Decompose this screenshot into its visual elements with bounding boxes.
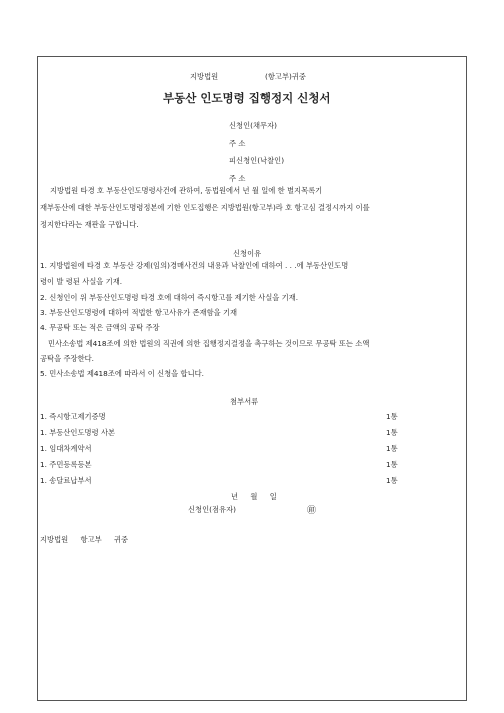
- attachment-item-qty: 1통: [386, 444, 398, 453]
- attachment-item-label: 1. 송달료납부서: [40, 476, 92, 485]
- body-line-3: 정지한다라는 재판을 구합니다.: [40, 220, 139, 229]
- attachment-item-qty: 1통: [386, 428, 398, 437]
- attachment-item-qty: 1통: [386, 412, 398, 421]
- date-line: 년 월 일: [231, 492, 277, 501]
- attachment-item-qty: 1통: [386, 476, 398, 485]
- applicant-label: 신청인(채무자): [229, 121, 277, 130]
- reason-4a: 민사소송법 제418조에 의한 법원의 직권에 의한 집행정지결정을 촉구하는 것이므로 무공탁 또는 소액: [48, 339, 370, 348]
- header-court: 지방법원: [190, 72, 219, 81]
- reasons-heading: 신청이유: [233, 249, 262, 258]
- respondent-label: 피신청인(낙찰인): [229, 156, 285, 165]
- attachment-item-label: 1. 주민등록등본: [40, 460, 92, 469]
- reason-4: 4. 무공탁 또는 적은 금액의 공탁 주장: [40, 323, 160, 332]
- respondent-address-label: 주 소: [229, 174, 246, 183]
- reason-3: 3. 부동산인도명령에 대하여 적법한 항고사유가 존재함을 기재: [40, 308, 238, 317]
- attachments-heading: 첨부서류: [230, 397, 259, 406]
- reason-1b: 령이 발 령된 사실을 기재.: [40, 277, 123, 286]
- document-title: 부동산 인도명령 집행정지 신청서: [163, 91, 331, 105]
- reason-4b: 공탁을 주장한다.: [40, 354, 94, 363]
- applicant-address-label: 주 소: [229, 139, 246, 148]
- attachment-item-qty: 1통: [386, 460, 398, 469]
- body-line-1: 지방법원 타경 호 부동산인도명령사건에 관하여, 동법원에서 년 월 일에 한 별지목록기: [50, 186, 323, 195]
- attachment-item-label: 1. 즉시항고제기증명: [40, 412, 106, 421]
- body-line-2: 재부동산에 대한 부동산인도명령정본에 기한 인도집행은 지방법원(항고부)라 호 항고심 결정시까지 이를: [40, 203, 370, 212]
- footer-court-note: 지방법원 항고부 귀중: [40, 535, 129, 544]
- reason-2: 2. 신청인이 위 부동산인도명령 타경 호에 대하여 즉시항고를 제기한 사실을 기재.: [40, 293, 299, 302]
- seal-mark: ㊞: [307, 506, 317, 516]
- signature-label: 신청인(점유자): [188, 505, 236, 514]
- attachment-item-label: 1. 임대차계약서: [40, 444, 92, 453]
- header-court-dept: (항고부)귀중: [265, 72, 306, 81]
- reason-1a: 1. 지방법원에 타경 호 부동산 강제(임의)경매사건의 내용과 낙찰인에 대하여 . . .에 부동산인도명: [40, 261, 349, 270]
- attachment-item-label: 1. 부동산인도명령 사본: [40, 428, 116, 437]
- reason-5: 5. 민사소송법 제418조에 따라서 이 신청을 합니다.: [40, 369, 205, 378]
